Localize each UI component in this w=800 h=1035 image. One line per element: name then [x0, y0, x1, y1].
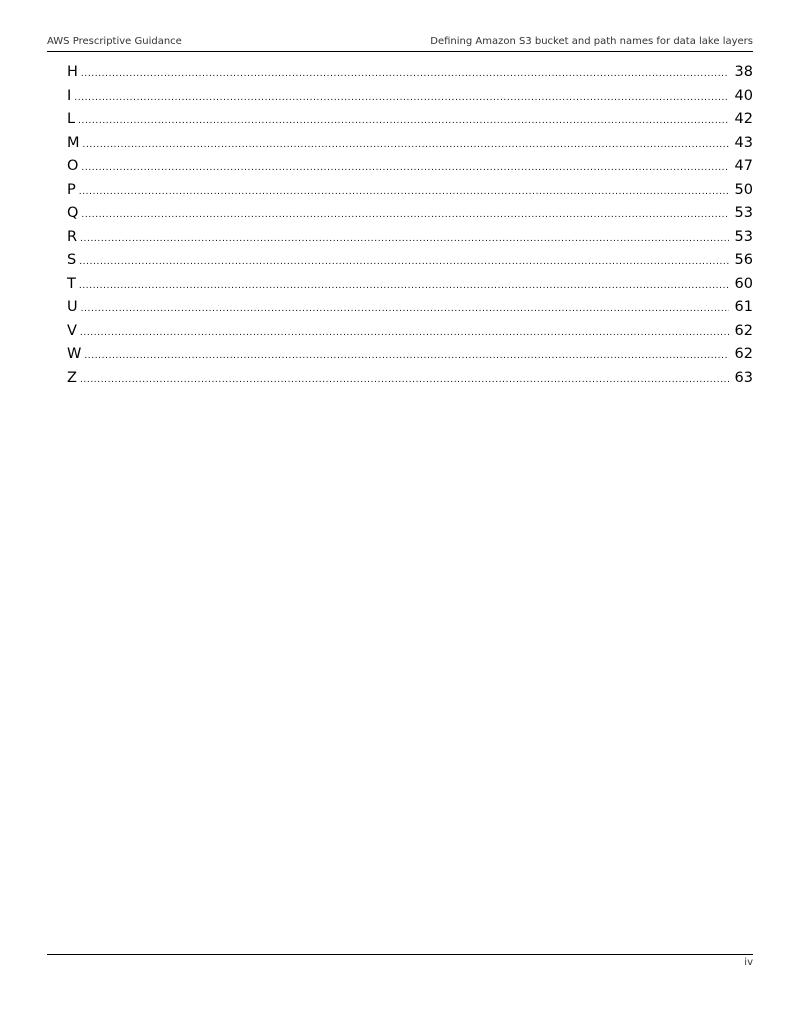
header-guide-title: AWS Prescriptive Guidance	[47, 36, 182, 47]
page-header	[47, 35, 753, 52]
toc-entry-page: 62	[734, 346, 753, 362]
header-document-title: Defining Amazon S3 bucket and path names for data lake layers	[430, 36, 753, 47]
toc-dot-leader	[74, 88, 728, 108]
toc-dot-leader	[81, 64, 729, 84]
toc-entry-label: S	[67, 252, 77, 268]
toc-entry-label: V	[67, 322, 77, 339]
toc-entry-u[interactable]	[67, 297, 753, 321]
toc-entry-s[interactable]	[67, 250, 753, 274]
toc-entry-page: 60	[734, 275, 753, 292]
toc-entry-w[interactable]	[67, 344, 753, 368]
toc-entry-label: T	[67, 275, 76, 292]
toc-entry-label: H	[67, 64, 78, 80]
toc-entry-page: 38	[734, 64, 753, 80]
toc-dot-leader	[78, 111, 728, 131]
toc-entry-page: 61	[734, 299, 753, 315]
toc-entry-label: U	[67, 299, 78, 315]
toc-entry-page: 62	[734, 322, 753, 339]
toc-dot-leader	[81, 205, 728, 225]
toc-dot-leader	[84, 346, 728, 366]
toc-entry-r[interactable]	[67, 227, 753, 251]
toc-dot-leader	[80, 370, 729, 390]
toc-entry-o[interactable]	[67, 156, 753, 180]
toc-entry-page: 43	[734, 134, 753, 151]
page-footer	[47, 954, 753, 975]
toc-entry-label: Q	[67, 205, 79, 221]
toc-entry-z[interactable]	[67, 368, 753, 392]
toc-entry-label: Z	[67, 369, 77, 386]
toc-dot-leader	[83, 135, 729, 155]
toc-entry-t[interactable]	[67, 274, 753, 298]
toc-dot-leader	[79, 276, 729, 296]
toc-entry-label: R	[67, 228, 78, 245]
toc-dot-leader	[81, 299, 729, 319]
toc-entry-label: M	[67, 134, 80, 151]
toc-entry-page: 53	[734, 205, 753, 221]
toc-entry-page: 53	[734, 228, 753, 245]
toc-dot-leader	[79, 182, 729, 202]
toc-entry-i[interactable]	[67, 86, 753, 110]
toc-entry-label: L	[67, 111, 76, 127]
toc-entry-p[interactable]	[67, 180, 753, 204]
toc-entry-page: 56	[734, 252, 753, 268]
toc-entry-v[interactable]	[67, 321, 753, 345]
toc-entry-h[interactable]	[67, 62, 753, 86]
toc-dot-leader	[80, 323, 729, 343]
toc-entry-label: P	[67, 181, 76, 198]
toc-entry-m[interactable]	[67, 133, 753, 157]
footer-page-number: iv	[744, 957, 753, 968]
toc-entry-label: W	[67, 346, 82, 362]
toc-entry-q[interactable]	[67, 203, 753, 227]
toc-entry-page: 63	[734, 369, 753, 386]
toc-dot-leader	[80, 229, 728, 249]
toc-entry-label: O	[67, 158, 79, 174]
toc-entry-page: 47	[734, 158, 753, 174]
toc-entry-l[interactable]	[67, 109, 753, 133]
toc-entry-page: 50	[734, 181, 753, 198]
toc-entry-label: I	[67, 87, 72, 104]
toc-dot-leader	[79, 252, 728, 272]
toc-entry-page: 42	[734, 111, 753, 127]
index-toc-list	[67, 62, 753, 391]
toc-entry-page: 40	[734, 87, 753, 104]
toc-dot-leader	[81, 158, 728, 178]
